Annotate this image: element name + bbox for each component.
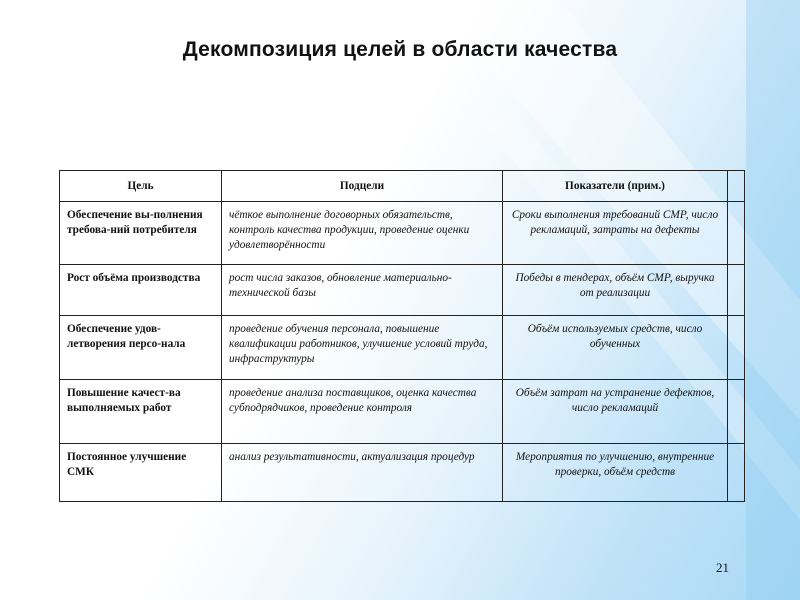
indicator-cell: Объём затрат на устранение дефектов, число рекламаций	[503, 380, 728, 444]
indicator-cell: Объём используемых средств, число обученных	[503, 316, 728, 380]
table-row	[60, 265, 745, 316]
table-row	[60, 316, 745, 380]
quality-goals-table	[59, 170, 745, 502]
spacer-cell	[728, 202, 745, 265]
spacer-cell	[728, 316, 745, 380]
goal-cell: Обеспечение вы-полнения требова-ний потребителя	[60, 202, 222, 265]
header-indicators: Показатели (прим.)	[503, 171, 728, 202]
subgoal-cell: чёткое выполнение договорных обязательств, контроль качества продукции, проведение оценки удовлетворённости	[222, 202, 503, 265]
table-row	[60, 380, 745, 444]
slide-title: Декомпозиция целей в области качества	[182, 38, 618, 61]
subgoal-cell: проведение анализа поставщиков, оценка качества субподрядчиков, проведение контроля	[222, 380, 503, 444]
goal-cell: Рост объёма производства	[60, 265, 222, 316]
subgoal-cell: анализ результативности, актуализация процедур	[222, 444, 503, 502]
subgoal-cell: проведение обучения персонала, повышение квалификации работников, улучшение условий труда, инфраструктуры	[222, 316, 503, 380]
header-spacer	[728, 171, 745, 202]
indicator-cell: Победы в тендерах, объём СМР, выручка от реализации	[503, 265, 728, 316]
header-subgoals: Подцели	[222, 171, 503, 202]
indicator-cell: Сроки выполнения требований СМР, число рекламаций, затраты на дефекты	[503, 202, 728, 265]
table-header-row	[60, 171, 745, 202]
table-row	[60, 444, 745, 502]
page-number: 21	[716, 560, 729, 575]
subgoal-cell: рост числа заказов, обновление материально-технической базы	[222, 265, 503, 316]
table-row	[60, 202, 745, 265]
goal-cell: Повышение качест-ва выполняемых работ	[60, 380, 222, 444]
goal-cell: Обеспечение удов-летворения персо-нала	[60, 316, 222, 380]
spacer-cell	[728, 380, 745, 444]
right-edge-band	[746, 0, 800, 600]
spacer-cell	[728, 444, 745, 502]
indicator-cell: Мероприятия по улучшению, внутренние проверки, объём средств	[503, 444, 728, 502]
goal-cell: Постоянное улучшение СМК	[60, 444, 222, 502]
header-goal: Цель	[60, 171, 222, 202]
spacer-cell	[728, 265, 745, 316]
